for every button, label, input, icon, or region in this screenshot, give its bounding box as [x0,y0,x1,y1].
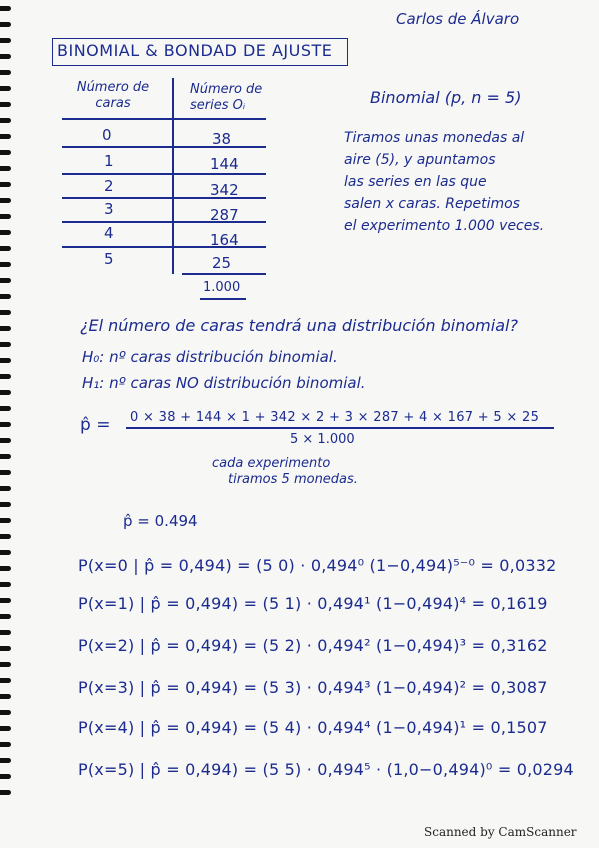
table-cell-series: 164 [210,231,239,249]
scanner-watermark: Scanned by CamScanner [424,825,577,839]
description-line: aire (5), y apuntamos [344,152,496,168]
description-line: el experimento 1.000 veces. [344,218,545,234]
table-total-underline [200,298,246,300]
table-header-caras-text: Número de caras [76,80,150,111]
table-cell-caras: 3 [104,200,114,218]
alternative-hypothesis: H₁: nº caras NO distribución binomial. [82,374,366,392]
spiral-binding [0,6,14,806]
table-cell-series: 342 [210,181,239,199]
table-total: 1.000 [203,280,241,295]
description-line: salen x caras. Repetimos [344,196,520,212]
fraction-line [126,427,554,429]
estimator-numerator: 0 × 38 + 144 × 1 + 342 × 2 + 3 × 287 + 4 × 167 + 5 × 25 [130,410,540,425]
probability-line: P(x=1) | p̂ = 0,494) = (5 1) · 0,494¹ (1−0,494)⁴ = 0,1619 [78,594,548,613]
research-question: ¿El número de caras tendrá una distribución binomial? [80,316,518,335]
table-divider-row [62,173,266,175]
denominator-note: cada experimento [212,456,331,471]
null-hypothesis: H₀: nº caras distribución binomial. [82,348,338,366]
table-cell-caras: 5 [104,250,114,268]
table-cell-series: 287 [210,206,239,224]
table-cell-series: 144 [210,155,239,173]
table-cell-series: 25 [212,254,232,272]
probability-line: P(x=5) | p̂ = 0,494) = (5 5) · 0,494⁵ · (1,0−0,494)⁰ = 0,0294 [78,760,574,779]
table-divider-row [62,146,266,148]
page-title: BINOMIAL & BONDAD DE AJUSTE [57,41,333,60]
description-line: las series en las que [344,174,487,190]
estimator-lhs: p̂ = [80,415,111,435]
probability-line: P(x=2) | p̂ = 0,494) = (5 2) · 0,494² (1−0,494)³ = 0,3162 [78,636,548,655]
table-header-caras [68,80,158,112]
table-cell-caras: 4 [104,224,114,242]
table-divider-header [62,118,266,120]
table-header-series [190,82,270,114]
table-sum-line [182,273,266,275]
probability-line: P(x=3) | p̂ = 0,494) = (5 3) · 0,494³ (1−0,494)² = 0,3087 [78,678,548,697]
probability-line: P(x=0 | p̂ = 0,494) = (5 0) · 0,494⁰ (1−0,494)⁵⁻⁰ = 0,0332 [78,556,557,575]
estimator-result: p̂ = 0.494 [123,512,198,530]
table-header-series-text: Número de series Oᵢ [190,82,263,113]
probability-line: P(x=4) | p̂ = 0,494) = (5 4) · 0,494⁴ (1−0,494)¹ = 0,1507 [78,718,548,737]
denominator-note: tiramos 5 monedas. [228,472,358,487]
table-cell-caras: 2 [104,177,114,195]
binomial-heading: Binomial (p, n = 5) [370,88,522,107]
table-cell-series: 38 [212,130,232,148]
estimator-denominator: 5 × 1.000 [290,432,355,447]
table-cell-caras: 1 [104,152,114,170]
table-divider-vertical [172,78,174,274]
author-name: Carlos de Álvaro [396,10,520,28]
table-cell-caras: 0 [102,126,112,144]
description-line: Tiramos unas monedas al [344,130,525,146]
